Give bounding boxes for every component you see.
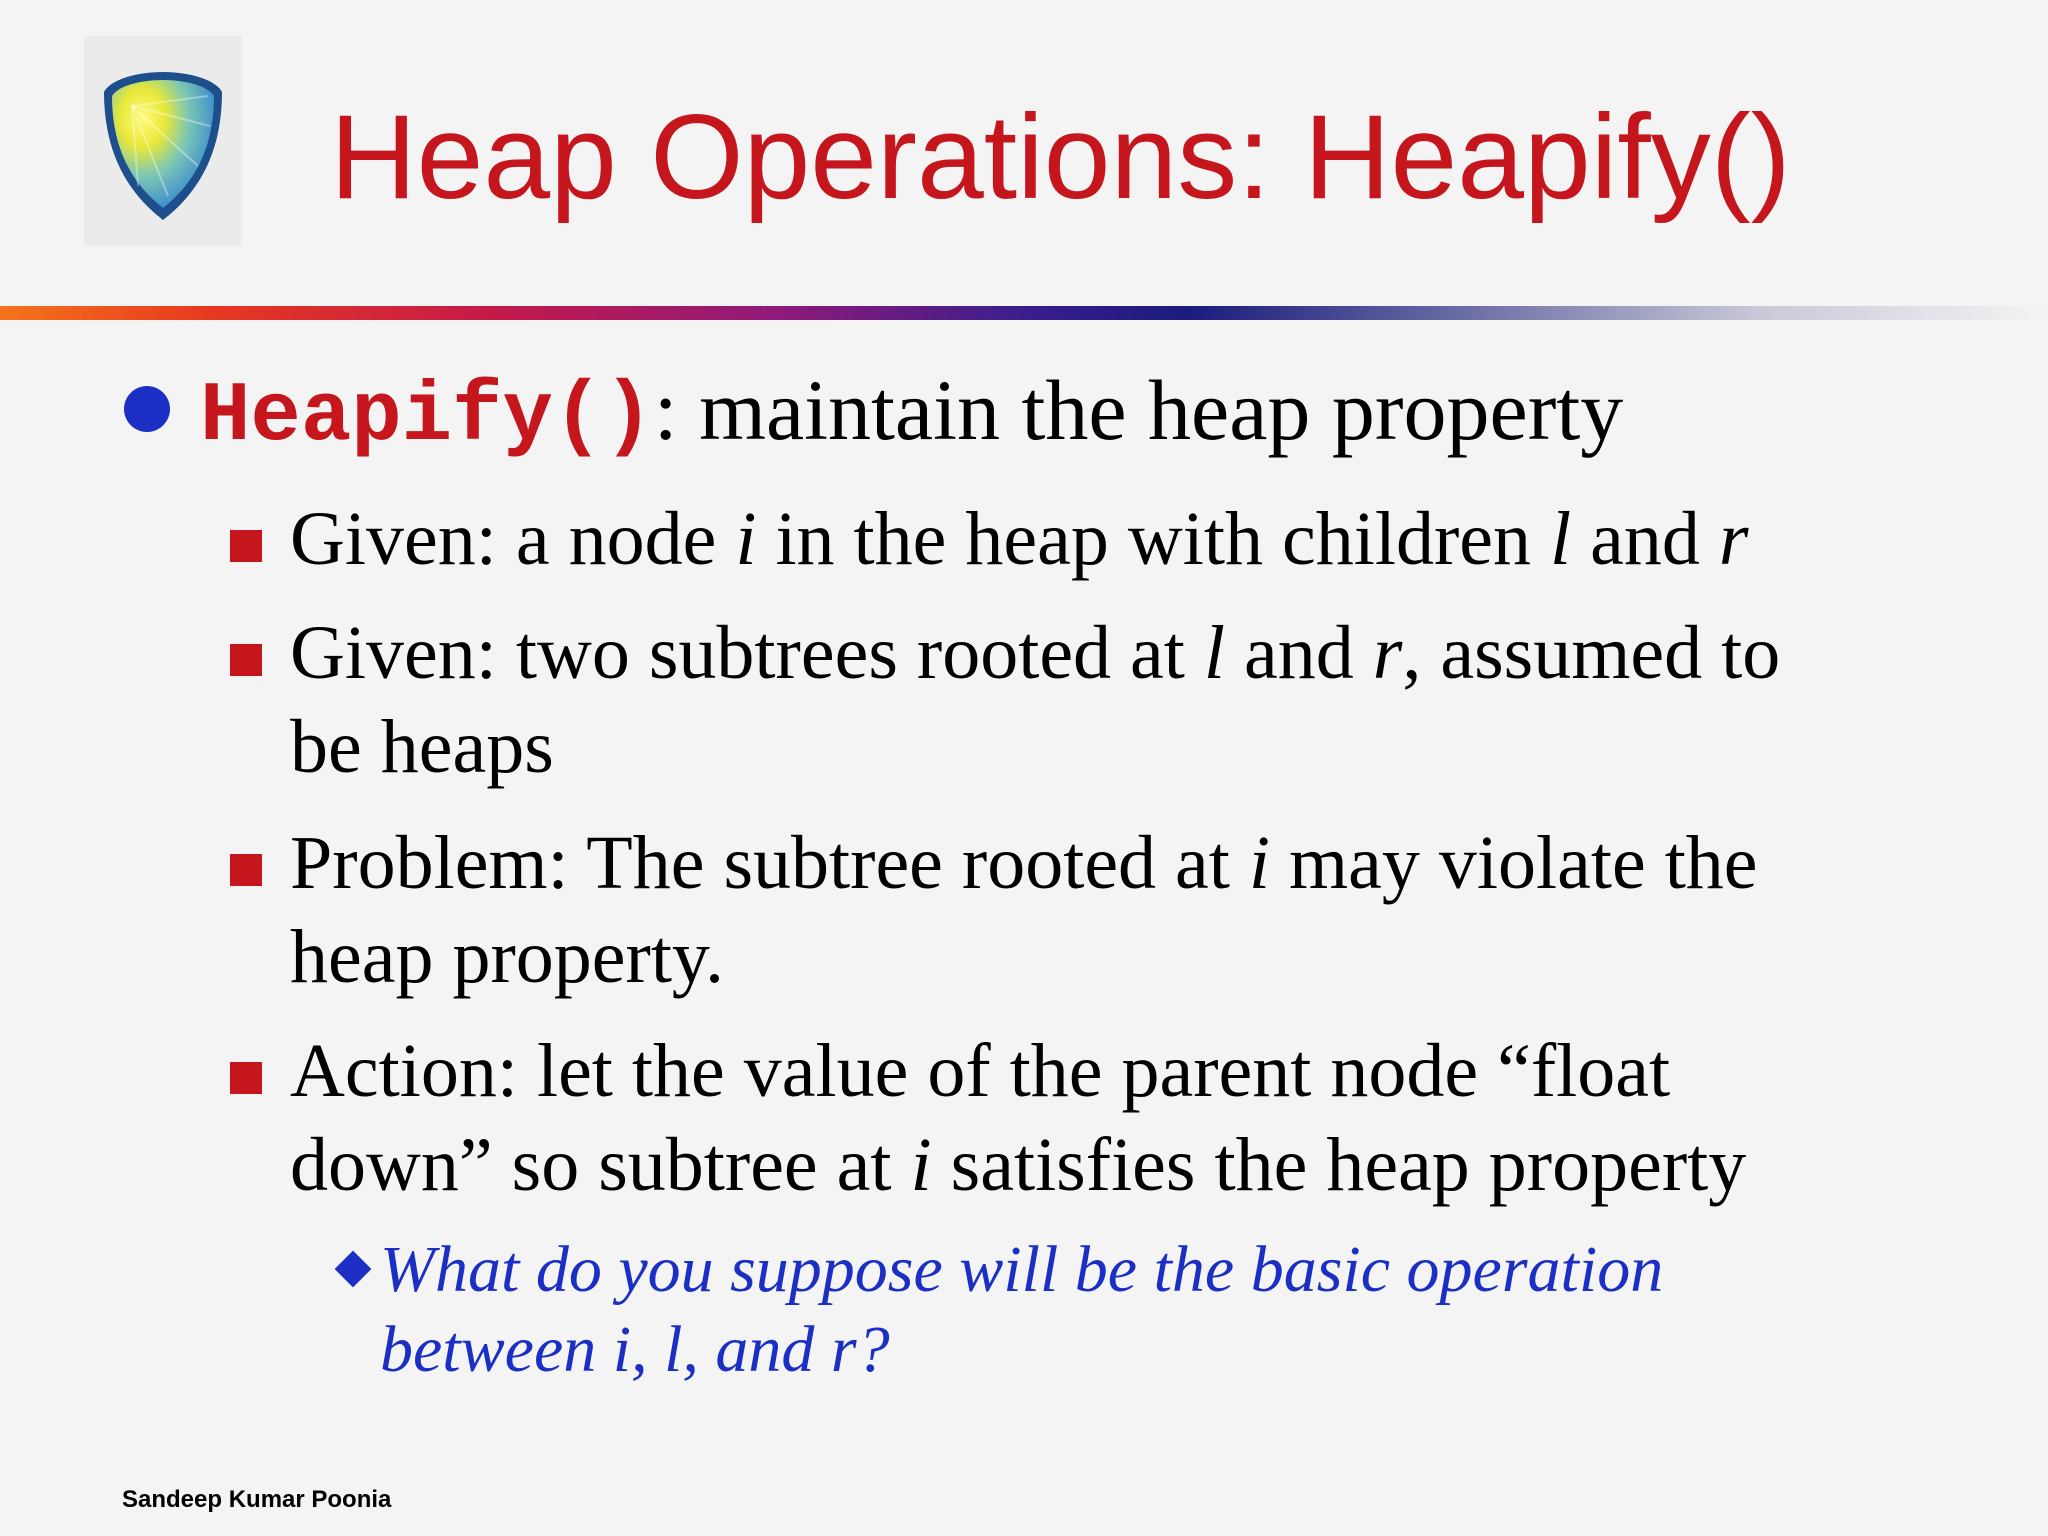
italic-variable: l: [1203, 611, 1226, 695]
sub-bullet-text-continued: [290, 1118, 1746, 1212]
main-bullet-text: [200, 360, 1623, 468]
italic-variable: l: [1549, 497, 1572, 581]
dot-bullet-icon: [124, 386, 170, 432]
footer-author: Sandeep Kumar Poonia: [122, 1486, 392, 1513]
shield-sun-logo-icon: [98, 66, 228, 226]
italic-variable: i: [910, 1123, 932, 1207]
sub-bullet-text-continued: [290, 700, 554, 794]
text-segment: be heaps: [290, 705, 554, 789]
diamond-bullet-icon: [335, 1251, 372, 1288]
sub-bullet-text: [290, 606, 1780, 700]
square-bullet-icon: [230, 854, 262, 886]
text-segment: in the heap with children: [756, 497, 1550, 581]
text-segment: satisfies the heap property: [931, 1123, 1747, 1207]
text-segment: Problem: The subtree rooted at: [290, 821, 1249, 905]
question-text: What do you suppose will be the basic operation: [380, 1233, 1664, 1306]
square-bullet-icon: [230, 1062, 262, 1094]
text-segment: may violate the: [1270, 821, 1758, 905]
italic-variable: i: [1248, 821, 1271, 905]
square-bullet-icon: [230, 530, 262, 562]
sub-bullet-text: [290, 1024, 1670, 1118]
main-bullet-description: : maintain the heap property: [653, 362, 1624, 458]
question-text-continued: between i, l, and r?: [380, 1313, 890, 1386]
sub-bullet-text: [290, 492, 1748, 586]
text-segment: , assumed to: [1402, 611, 1781, 695]
italic-variable: r: [1718, 497, 1749, 581]
slide-title: Heap Operations: Heapify(): [330, 90, 1791, 224]
text-segment: Given: two subtrees rooted at: [290, 611, 1204, 695]
italic-variable: r: [1372, 611, 1403, 695]
logo: [84, 36, 242, 246]
heapify-code: Heapify(): [200, 370, 654, 465]
square-bullet-icon: [230, 644, 262, 676]
text-segment: Given: a node: [290, 497, 736, 581]
text-segment: and: [1225, 611, 1373, 695]
text-segment: down” so subtree at: [290, 1123, 911, 1207]
text-segment: and: [1571, 497, 1719, 581]
text-segment: heap property.: [290, 915, 724, 999]
sub-bullet-text: [290, 816, 1758, 910]
italic-variable: i: [735, 497, 757, 581]
sub-bullet-text-continued: [290, 910, 724, 1004]
text-segment: Action: let the value of the parent node “float: [290, 1029, 1671, 1113]
title-divider: [0, 306, 2048, 320]
